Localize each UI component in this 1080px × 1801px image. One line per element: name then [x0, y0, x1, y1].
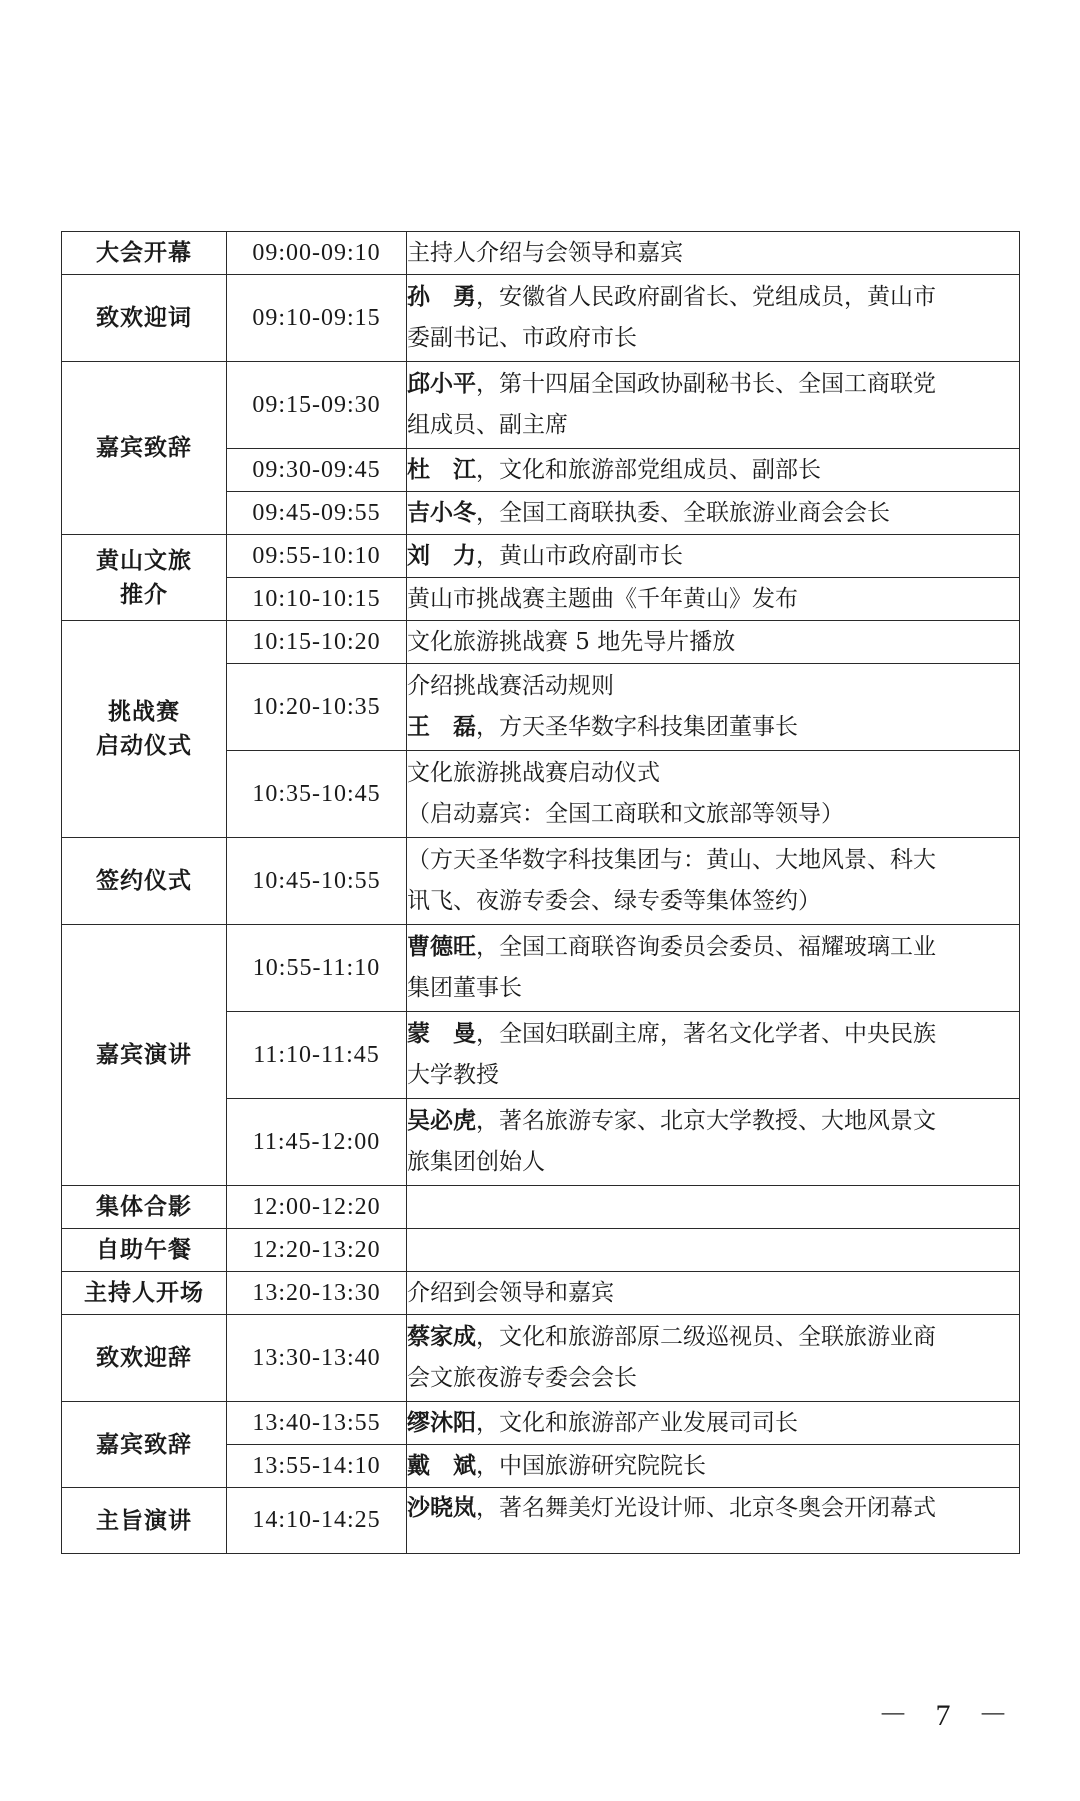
speaker-name: 邱小平 [407, 371, 476, 397]
agenda-item: 缪沐阳，文化和旅游部产业发展司司长 [407, 1402, 1020, 1445]
time-slot: 09:45-09:55 [227, 492, 407, 535]
table-row [62, 535, 1020, 578]
time-slot: 12:00-12:20 [227, 1186, 407, 1229]
section-label: 自助午餐 [62, 1229, 227, 1272]
table-row [62, 275, 1020, 362]
section-label: 黄山文旅 推介 [62, 535, 227, 621]
agenda-item: 主持人介绍与会领导和嘉宾 [407, 232, 1020, 275]
table-row [62, 1402, 1020, 1445]
agenda-item: 邱小平，第十四届全国政协副秘书长、全国工商联党 组成员、副主席 [407, 362, 1020, 449]
time-slot: 13:40-13:55 [227, 1402, 407, 1445]
agenda-item: 刘 力，黄山市政府副市长 [407, 535, 1020, 578]
time-slot: 09:10-09:15 [227, 275, 407, 362]
agenda-item: 戴 斌，中国旅游研究院院长 [407, 1445, 1020, 1488]
time-slot: 13:55-14:10 [227, 1445, 407, 1488]
time-slot: 10:45-10:55 [227, 838, 407, 925]
speaker-name: 吉小冬 [407, 499, 476, 526]
agenda-item: 沙晓岚，著名舞美灯光设计师、北京冬奥会开闭幕式 [407, 1488, 1020, 1554]
agenda-item: 吉小冬，全国工商联执委、全联旅游业商会会长 [407, 492, 1020, 535]
time-slot: 10:55-11:10 [227, 925, 407, 1012]
agenda-item: 孙 勇，安徽省人民政府副省长、党组成员，黄山市 委副书记、市政府市长 [407, 275, 1020, 362]
page-number: － 7 － [878, 1699, 1018, 1732]
time-slot: 14:10-14:25 [227, 1488, 407, 1554]
time-slot: 09:55-10:10 [227, 535, 407, 578]
section-label: 致欢迎词 [62, 275, 227, 362]
time-slot: 11:45-12:00 [227, 1099, 407, 1186]
table-row [62, 362, 1020, 449]
table-row [62, 232, 1020, 275]
speaker-name: 孙 勇 [407, 284, 476, 310]
agenda-item: 文化旅游挑战赛启动仪式 （启动嘉宾：全国工商联和文旅部等领导） [407, 751, 1020, 838]
speaker-name: 缪沐阳 [407, 1409, 476, 1436]
section-label: 致欢迎辞 [62, 1315, 227, 1402]
speaker-name: 蒙 曼 [407, 1021, 476, 1047]
agenda-item: 蒙 曼，全国妇联副主席，著名文化学者、中央民族 大学教授 [407, 1012, 1020, 1099]
time-slot: 10:20-10:35 [227, 664, 407, 751]
speaker-name: 沙晓岚 [407, 1495, 476, 1521]
speaker-name: 吴必虎 [407, 1108, 476, 1134]
speaker-name: 杜 江 [407, 456, 476, 483]
agenda-item: 黄山市挑战赛主题曲《千年黄山》发布 [407, 578, 1020, 621]
speaker-name: 曹德旺 [407, 934, 476, 960]
table-row [62, 1186, 1020, 1229]
section-label: 嘉宾致辞 [62, 1402, 227, 1488]
time-slot: 12:20-13:20 [227, 1229, 407, 1272]
agenda-item: （方天圣华数字科技集团与：黄山、大地风景、科大 讯飞、夜游专委会、绿专委等集体签约） [407, 838, 1020, 925]
agenda-item: 杜 江，文化和旅游部党组成员、副部长 [407, 449, 1020, 492]
speaker-name: 刘 力 [407, 542, 476, 569]
time-slot: 13:30-13:40 [227, 1315, 407, 1402]
table-row [62, 925, 1020, 1012]
time-slot: 09:15-09:30 [227, 362, 407, 449]
agenda-item: 蔡家成，文化和旅游部原二级巡视员、全联旅游业商 会文旅夜游专委会会长 [407, 1315, 1020, 1402]
time-slot: 10:35-10:45 [227, 751, 407, 838]
table-row [62, 1272, 1020, 1315]
agenda-item [407, 1229, 1020, 1272]
speaker-name: 蔡家成 [407, 1324, 476, 1350]
table-row [62, 1229, 1020, 1272]
speaker-name: 王 磊 [407, 714, 476, 740]
agenda-item: 介绍到会领导和嘉宾 [407, 1272, 1020, 1315]
table-row [62, 1315, 1020, 1402]
agenda-table [61, 231, 1020, 1554]
section-label: 签约仪式 [62, 838, 227, 925]
agenda-item: 吴必虎，著名旅游专家、北京大学教授、大地风景文 旅集团创始人 [407, 1099, 1020, 1186]
time-slot: 10:15-10:20 [227, 621, 407, 664]
section-label: 挑战赛 启动仪式 [62, 621, 227, 838]
section-label: 大会开幕 [62, 232, 227, 275]
section-label: 嘉宾演讲 [62, 925, 227, 1186]
time-slot: 13:20-13:30 [227, 1272, 407, 1315]
agenda-item: 文化旅游挑战赛 5 地先导片播放 [407, 621, 1020, 664]
agenda-item [407, 1186, 1020, 1229]
section-label: 嘉宾致辞 [62, 362, 227, 535]
section-label: 主持人开场 [62, 1272, 227, 1315]
table-row [62, 838, 1020, 925]
table-row [62, 621, 1020, 664]
table-row [62, 1488, 1020, 1554]
section-label: 集体合影 [62, 1186, 227, 1229]
section-label: 主旨演讲 [62, 1488, 227, 1554]
time-slot: 10:10-10:15 [227, 578, 407, 621]
agenda-item: 介绍挑战赛活动规则 王 磊，方天圣华数字科技集团董事长 [407, 664, 1020, 751]
time-slot: 09:00-09:10 [227, 232, 407, 275]
agenda-item: 曹德旺，全国工商联咨询委员会委员、福耀玻璃工业 集团董事长 [407, 925, 1020, 1012]
time-slot: 09:30-09:45 [227, 449, 407, 492]
time-slot: 11:10-11:45 [227, 1012, 407, 1099]
speaker-name: 戴 斌 [407, 1452, 476, 1479]
